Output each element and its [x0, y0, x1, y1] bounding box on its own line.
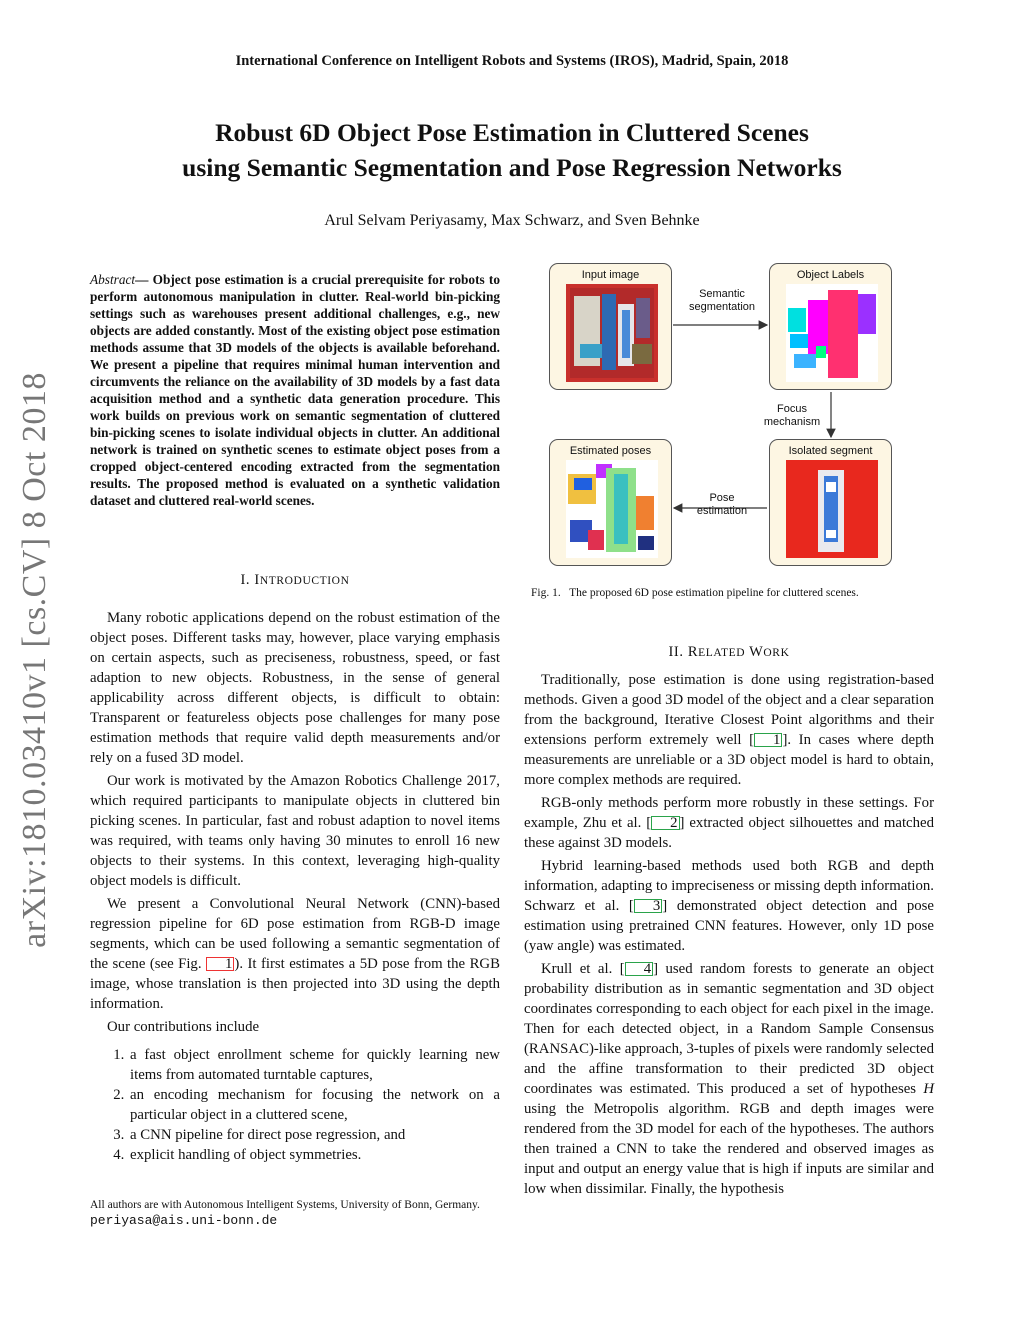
- arxiv-id: arXiv:1810.03410v1 [cs.CV] 8 Oct 2018: [16, 372, 53, 948]
- figure-1-caption: Fig. 1. The proposed 6D pose estimation pipeline for cluttered scenes.: [531, 587, 859, 599]
- related-heading-first2: W: [749, 644, 764, 660]
- rw-p3-a: Hybrid learning-based methods used both RGB and depth information, adapting to impreciseness or missing depth information. Schwarz et al. [: [524, 858, 934, 914]
- title-line-2: using Semantic Segmentation and Pose Regression Networks: [182, 153, 842, 182]
- box-input-label: Input image: [581, 269, 640, 281]
- rw-p3-b: ] demonstrated object detection and pose estimation using pretrained CNN features. However, only 1D pose (yaw angle) was estimated.: [524, 898, 934, 954]
- intro-heading-first: I: [254, 572, 260, 588]
- box-input-image: [549, 263, 672, 390]
- arrow-pose-label: [677, 492, 767, 518]
- fig-1-link[interactable]: 1: [206, 957, 234, 971]
- related-heading-first1: R: [687, 644, 699, 660]
- intro-paragraph-3: [90, 894, 500, 1014]
- arrow-focus-label: [754, 403, 830, 429]
- title-line-1: Robust 6D Object Pose Estimation in Cluttered Scenes: [215, 118, 809, 147]
- object-labels-thumbnail: [786, 284, 878, 382]
- rw-p2-a: RGB-only methods perform more robustly in these settings. For example, Zhu et al. [: [524, 795, 934, 831]
- conference-header: International Conference on Intelligent Robots and Systems (IROS), Madrid, Spain, 2018: [235, 53, 789, 69]
- citation-3-link[interactable]: 3: [634, 899, 662, 913]
- related-heading: [524, 642, 934, 663]
- contribution-item: 1. a fast object enrollment scheme for quickly learning new items from automated turntable captures,: [128, 1045, 500, 1085]
- footnote: [90, 1197, 502, 1229]
- contribution-item: 4. explicit handling of object symmetries.: [128, 1145, 500, 1165]
- isolated-segment-thumbnail: [786, 460, 878, 558]
- related-work-section: [524, 642, 934, 1202]
- box-object-labels: [769, 263, 892, 390]
- arrow-pose-line-2: estimation: [696, 505, 748, 517]
- rw-p1-a: Traditionally, pose estimation is done using registration-based methods. Given a good 3D model of the object and a clear separation from the background, Iterative Closest Point algorithms and their extensions perform extremely well [: [524, 672, 934, 748]
- intro-heading-num: I.: [240, 572, 251, 588]
- rw-p1-b: ]. In cases where depth measurements are unreliable or a 3D object model is hard to obtain, more complex methods are required.: [524, 732, 934, 788]
- citation-4-link[interactable]: 4: [625, 962, 653, 976]
- footnote-text: All authors are with Autonomous Intelligent Systems, University of Bonn, Germany.: [90, 1199, 480, 1211]
- abstract: [90, 271, 500, 509]
- intro-p3-a: We present a Convolutional Neural Network (CNN)-based regression pipeline for 6D pose estimation from RGB-D image segments, which can be used following a semantic segmentation of the scene (see Fig.: [90, 896, 500, 972]
- arrow-semantic-line-2: segmentation: [688, 301, 756, 313]
- citation-1-link[interactable]: 1: [754, 733, 782, 747]
- footnote-email[interactable]: periyasa@ais.uni-bonn.de: [90, 1213, 278, 1228]
- related-paragraph-1: [524, 670, 934, 790]
- intro-paragraph-4: Our contributions include: [107, 1019, 260, 1035]
- arxiv-watermark: [12, 360, 58, 960]
- related-heading-rest1: ELATED: [698, 647, 746, 659]
- rw-p2-b: ] extracted object silhouettes and matched these against 3D models.: [524, 815, 934, 851]
- intro-p3-b: ). It first estimates a 5D pose from the RGB image, whose translation is then projected into 3D using the depth information.: [90, 956, 500, 1012]
- related-heading-rest2: ORK: [763, 647, 790, 659]
- figure-1: [548, 262, 898, 574]
- intro-section: [90, 570, 500, 1165]
- box-estimated-poses: [549, 439, 672, 566]
- arrow-focus-line-1: Focus: [777, 403, 807, 415]
- intro-paragraph-2: Our work is motivated by the Amazon Robotics Challenge 2017, which required participants to manipulate objects in cluttered bin picking scenes. In particular, fast and robust adaption to novel items was required, with teams only having 30 minutes to enroll 16 new objects to their systems. In this context, leveraging high-quality object models is difficult.: [90, 773, 500, 889]
- paper-title: [100, 115, 924, 185]
- abstract-label: Abstract: [90, 272, 136, 287]
- authors: Arul Selvam Periyasamy, Max Schwarz, and Sven Behnke: [324, 212, 700, 229]
- intro-heading-rest: NTRODUCTION: [259, 575, 350, 587]
- intro-heading: [90, 570, 500, 591]
- box-isolated-segment: [769, 439, 892, 566]
- rw-p4-a: Krull et al. [: [541, 961, 625, 977]
- related-paragraph-2: [524, 793, 934, 853]
- citation-2-link[interactable]: 2: [651, 816, 679, 830]
- contribution-item: 2. an encoding mechanism for focusing the network on a particular object in a cluttered scene,: [128, 1085, 500, 1125]
- box-labels-label: Object Labels: [796, 269, 865, 281]
- related-paragraph-4: [524, 959, 934, 1199]
- rw-p4-c: using the Metropolis algorithm. RGB and depth images were rendered from the 3D model for each of the hypotheses. The authors then trained a CNN to take the rendered and observed images as input and output an energy value that is high if inputs are similar and low when dissimilar. Finally, the hypothesis: [524, 1101, 934, 1197]
- intro-paragraph-1: Many robotic applications depend on the robust estimation of the object poses. Different tasks may, however, place varying emphasis on certain aspects, such as preciseness, robustness, speed, or fast adaption to new objects. Robustness, in the sense of general applicability across different objects, is difficult to obtain: Transparent or featureless objects pose challenges for many pose estimation methods that require valid depth measurements and/or rely on a fused 3D model.: [90, 610, 500, 766]
- contribution-item: 3. a CNN pipeline for direct pose regression, and: [128, 1125, 500, 1145]
- related-paragraph-3: [524, 856, 934, 956]
- arrow-semantic-line-1: Semantic: [699, 288, 745, 300]
- box-estimated-label: Estimated poses: [569, 445, 652, 457]
- box-isolated-label: Isolated segment: [788, 445, 873, 457]
- contributions-list: [90, 1045, 500, 1165]
- arrow-semantic-label: [677, 288, 767, 314]
- arrow-focus-line-2: mechanism: [763, 416, 821, 428]
- rw-p4-b: ] used random forests to generate an object probability distribution as in semantic segmentation and 3D object coordinates corresponding to each object for each pixel in the image. Then for each detected object, in a Random Sample Consensus (RANSAC)-like approach, 3-tuples of pixels were randomly selected and the affine transformation to their predicted 3D object coordinates was estimated. This produced a set of hypotheses: [524, 961, 934, 1097]
- estimated-poses-thumbnail: [566, 460, 658, 558]
- arrow-pose-line-1: Pose: [709, 492, 735, 504]
- input-image-thumbnail: [566, 284, 658, 382]
- abstract-text: — Object pose estimation is a crucial prerequisite for robots to perform autonomous manipulation in clutter. Real-world bin-picking settings such as warehouses present additional challenges, e.g., new objects are added constantly. Most of the existing object pose estimation methods assume that 3D models of the objects is available beforehand. We present a pipeline that requires minimal human intervention and circumvents the reliance on the availability of 3D models by a fast data acquisition method and a synthetic data generation procedure. This work builds on previous work on semantic segmentation of cluttered bin-picking scenes to isolate individual objects in clutter. An additional network is trained on synthetic scenes to estimate object poses from a cropped object-centered encoding extracted from the segmentation results. The proposed method is evaluated on a synthetic validation dataset and cluttered real-world scenes.: [90, 272, 500, 508]
- symbol-h: H: [923, 1081, 934, 1097]
- related-heading-num: II.: [668, 644, 684, 660]
